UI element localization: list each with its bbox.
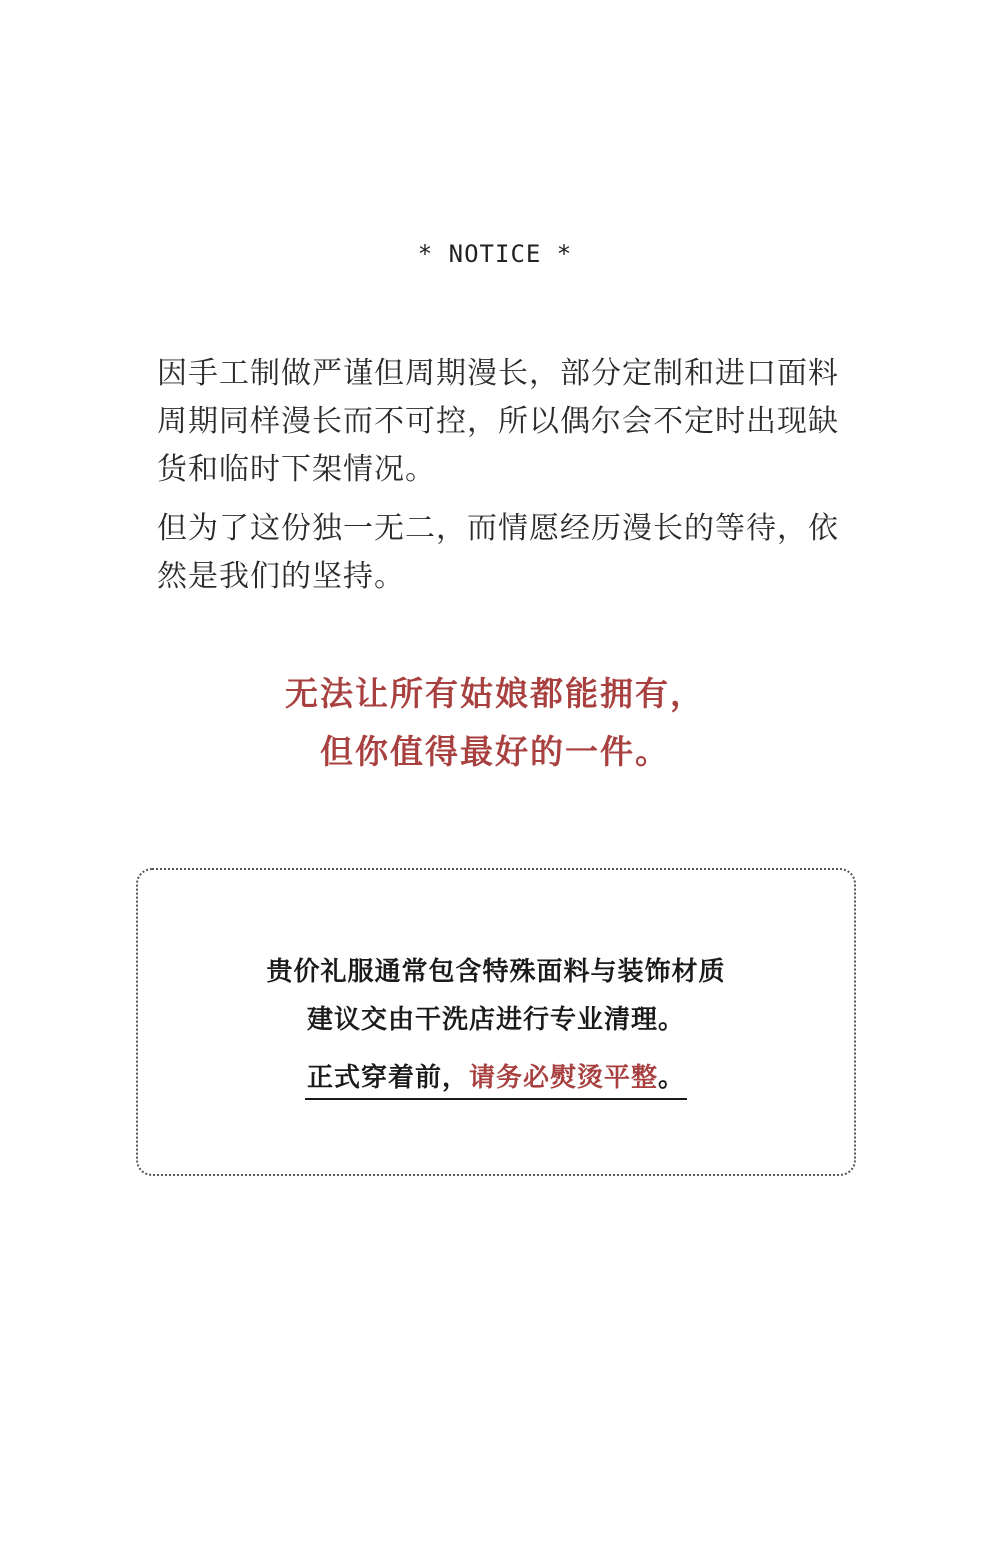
care-instructions-box — [136, 868, 856, 1176]
care-line-1: 贵价礼服通常包含特殊面料与装饰材质 — [266, 957, 726, 987]
care-line-3-suffix: 。 — [658, 1063, 686, 1093]
slogan-line-1: 无法让所有姑娘都能拥有， — [285, 674, 705, 713]
care-line-3-underlined — [305, 1058, 687, 1100]
care-instructions-text — [138, 948, 854, 1102]
intro-paragraph-2: 但为了这份独一无二，而情愿经历漫长的等待，依然是我们的坚持。 — [157, 511, 839, 594]
slogan — [0, 665, 990, 781]
slogan-line-2: 但你值得最好的一件。 — [320, 732, 670, 771]
intro-paragraph-1: 因手工制做严谨但周期漫长，部分定制和进口面料周期同样漫长而不可控，所以偶尔会不定时出现缺货和临时下架情况。 — [157, 356, 839, 487]
care-line-3-highlight: 请务必熨烫平整 — [468, 1063, 658, 1093]
care-line-3 — [138, 1054, 854, 1102]
intro-text — [157, 350, 847, 612]
notice-heading: * NOTICE * — [417, 240, 573, 268]
care-line-3-prefix: 正式穿着前， — [306, 1063, 469, 1093]
care-line-2: 建议交由干洗店进行专业清理。 — [306, 1005, 685, 1035]
